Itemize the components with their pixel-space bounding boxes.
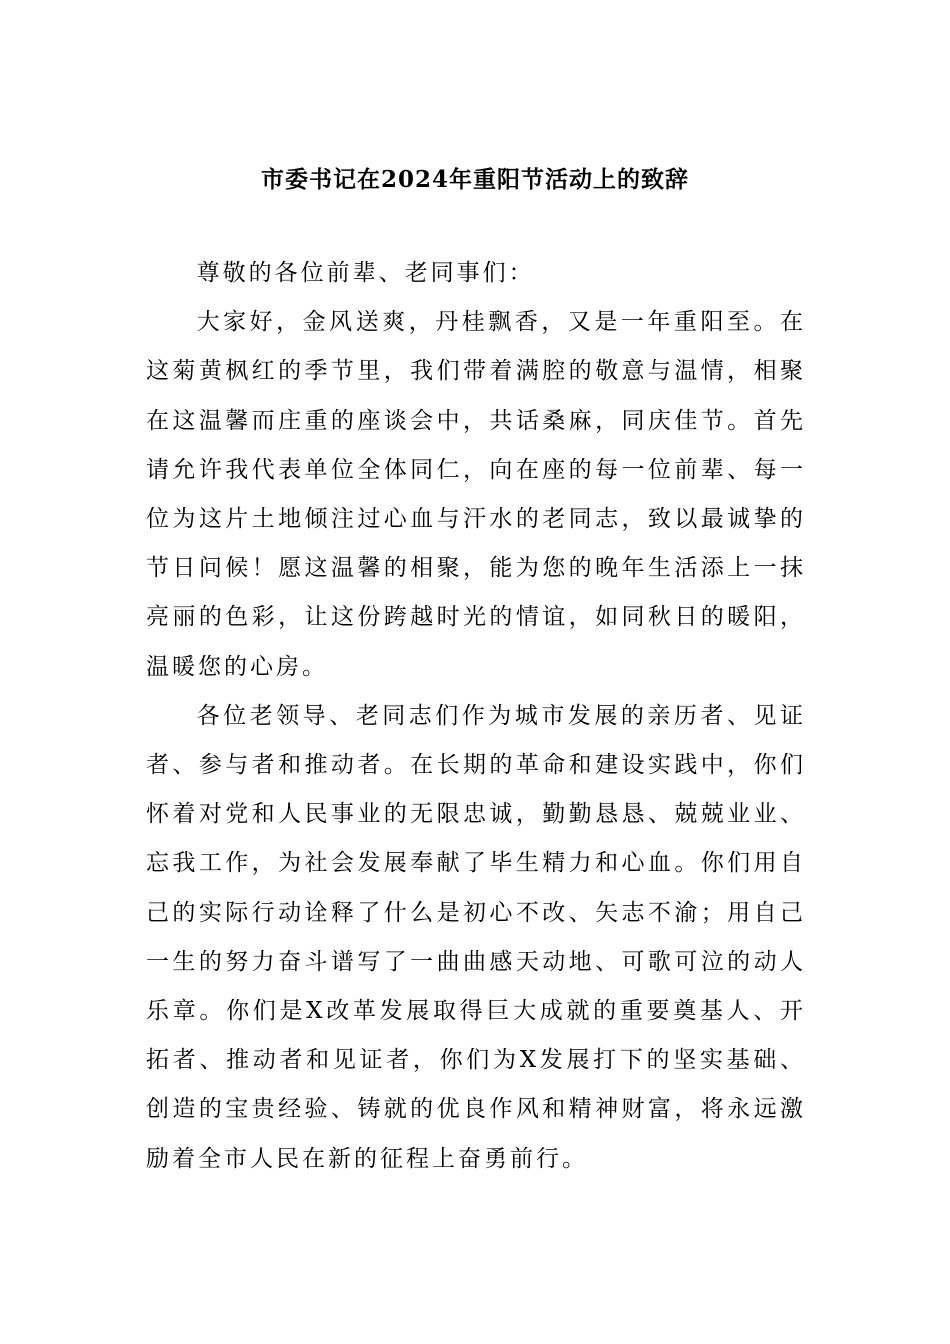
salutation: 尊敬的各位前辈、老同事们： xyxy=(196,260,535,286)
document-body xyxy=(146,249,806,1184)
document-title: 市委书记在2024年重阳节活动上的致辞 xyxy=(260,166,689,193)
paragraph-1: 大家好，金风送爽，丹桂飘香，又是一年重阳至。在这菊黄枫红的季节里，我们带着满腔的敬意与温情，相聚在这温馨而庄重的座谈会中，共话桑麻，同庆佳节。首先请允许我代表单位全体同仁，向在座的每一位前辈、每一位为这片土地倾注过心血与汗水的老同志，致以最诚挚的节日问候！愿这温馨的相聚，能为您的晚年生活添上一抹亮丽的色彩，让这份跨越时光的情谊，如同秋日的暖阳，温暖您的心房。 xyxy=(146,309,806,680)
paragraph-2: 各位老领导、老同志们作为城市发展的亲历者、见证者、参与者和推动者。在长期的革命和建设实践中，你们怀着对党和人民事业的无限忠诚，勤勤恳恳、兢兢业业、忘我工作，为社会发展奉献了毕生精力和心血。你们用自己的实际行动诠释了什么是初心不改、矢志不渝；用自己一生的努力奋斗谱写了一曲曲感天动地、可歌可泣的动人乐章。你们是X改革发展取得巨大成就的重要奠基人、开拓者、推动者和见证者，你们为X发展打下的坚实基础、创造的宝贵经验、铸就的优良作风和精神财富，将永远激励着全市人民在新的征程上奋勇前行。 xyxy=(146,702,806,1172)
